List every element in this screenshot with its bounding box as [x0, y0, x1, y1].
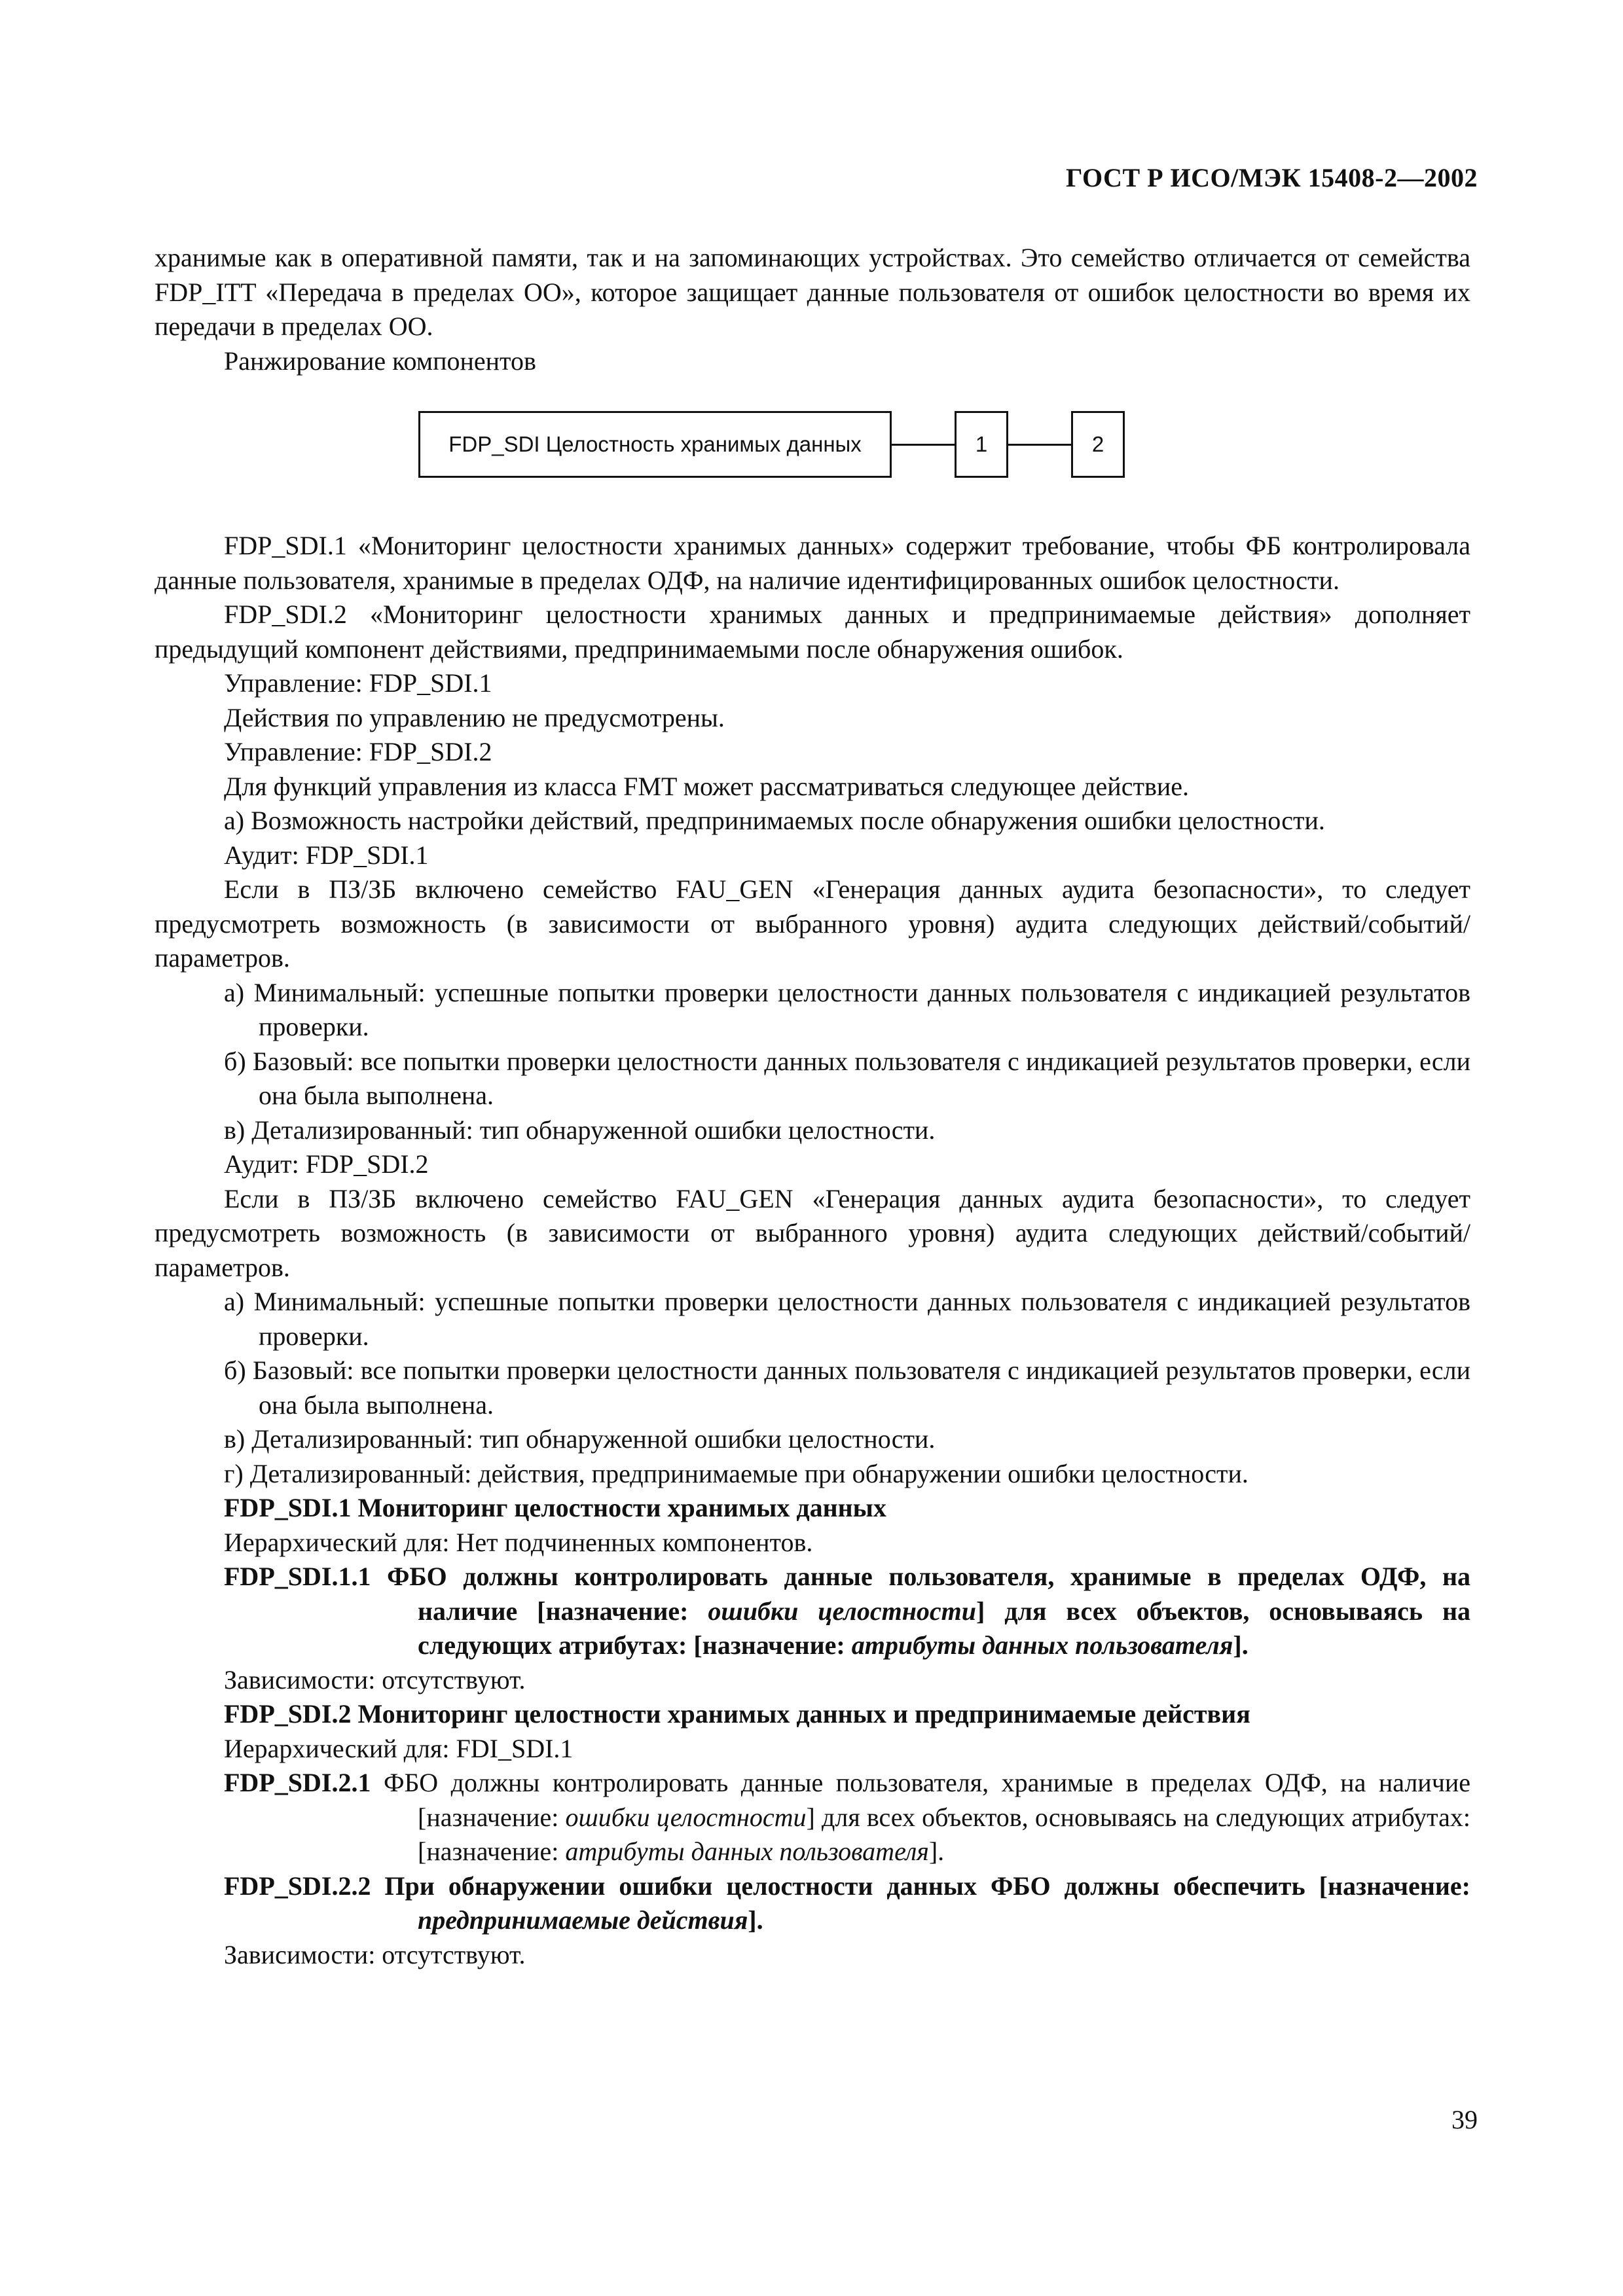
list-item: в) Детализированный: тип обнаруженной ошибки целостности. [224, 1424, 936, 1454]
list-item: б) Базовый: все попытки проверки целостности данных пользователя с индикацией результатов проверки, если она была выполнена. [224, 1046, 1470, 1110]
element-id: FDP_SDI.2.1 [224, 1768, 371, 1797]
element-text: ] для всех объектов, основываясь на следующих атрибутах: [назначение: [418, 1802, 1470, 1866]
dependencies-text: Зависимости: отсутствуют. [224, 1939, 526, 1969]
ranking-heading: Ранжирование компонентов [224, 346, 536, 376]
element-text: ]. [1233, 1630, 1249, 1660]
list-item: г) Детализированный: действия, предпринимаемые при обнаружении ошибки целостности. [224, 1458, 1249, 1488]
component-title: FDP_SDI.1 Мониторинг целостности хранимых данных [224, 1493, 886, 1522]
list-item: в) Детализированный: тип обнаруженной ошибки целостности. [224, 1115, 936, 1145]
element-id: FDP_SDI.2.2 [224, 1871, 371, 1901]
level-box-2: 2 [1071, 411, 1125, 478]
hierarchy-text: Иерархический для: Нет подчиненных компонентов. [224, 1527, 813, 1557]
connector-line [1008, 444, 1071, 446]
element-sdi-1-1 [155, 1560, 1470, 1663]
audit-heading: Аудит: FDP_SDI.2 [224, 1149, 429, 1179]
element-text: ФБО должны контролировать данные пользователя, хранимые в пределах ОДФ, на наличие [назначение: [387, 1562, 1471, 1626]
assignment-text: атрибуты данных пользователя [565, 1837, 929, 1866]
component-ranking-diagram [155, 378, 1470, 529]
management-heading: Управление: FDP_SDI.1 [224, 668, 492, 698]
list-item: б) Базовый: все попытки проверки целостности данных пользователя с индикацией результатов проверки, если она была выполнена. [224, 1355, 1470, 1420]
assignment-text: предпринимаемые действия [418, 1905, 748, 1935]
list-item: а) Минимальный: успешные попытки проверки целостности данных пользователя с индикацией результатов проверки. [224, 977, 1470, 1041]
element-text: ] для всех объектов, основываясь на следующих атрибутах: [назначение: [418, 1596, 1470, 1660]
level-box-1: 1 [955, 411, 1008, 478]
element-sdi-2-1 [155, 1766, 1470, 1869]
sdi2-description: FDP_SDI.2 «Мониторинг целостности хранимых данных и предпринимаемые действия» дополняет предыдущий компонент действиями, предпринимаемыми после обнаружения ошибок. [155, 600, 1470, 664]
dependencies-text: Зависимости: отсутствуют. [224, 1664, 526, 1695]
element-text: ФБО должны контролировать данные пользователя, хранимые в пределах ОДФ, на наличие [назначение: [371, 1768, 1470, 1832]
page-number: 39 [1451, 2105, 1478, 2134]
intro-paragraph: хранимые как в оперативной памяти, так и на запоминающих устройствах. Это семейство отличается от семейства FDP_ITT «Передача в пределах ОО», которое защищает данные пользователя от ошибок целостности во время их передачи в пределах ОО. [155, 243, 1470, 341]
standard-header: ГОСТ Р ИСО/МЭК 15408-2—2002 [1066, 163, 1478, 192]
list-item: а) Возможность настройки действий, предпринимаемых после обнаружения ошибки целостности. [224, 806, 1325, 835]
assignment-text: атрибуты данных пользователя [851, 1630, 1233, 1660]
element-id: FDP_SDI.1.1 [224, 1562, 371, 1591]
list-item: а) Минимальный: успешные попытки проверки целостности данных пользователя с индикацией результатов проверки. [224, 1287, 1470, 1351]
hierarchy-text: Иерархический для: FDI_SDI.1 [224, 1733, 574, 1763]
element-text: ]. [748, 1905, 763, 1935]
family-box: FDP_SDI Целостность хранимых данных [418, 411, 892, 478]
sdi1-description: FDP_SDI.1 «Мониторинг целостности хранимых данных» содержит требование, чтобы ФБ контролировала данные пользователя, хранимые в пределах ОДФ, на наличие идентифицированных ошибок целостности. [155, 531, 1470, 595]
audit-heading: Аудит: FDP_SDI.1 [224, 840, 429, 870]
management-text: Действия по управлению не предусмотрены. [224, 702, 725, 732]
element-text: ]. [928, 1837, 945, 1866]
assignment-text: ошибки целостности [565, 1802, 807, 1832]
assignment-text: ошибки целостности [708, 1596, 977, 1626]
audit-intro: Если в ПЗ/ЗБ включено семейство FAU_GEN «Генерация данных аудита безопасности», то следует предусмотреть возможность (в зависимости от выбранного уровня) аудита следующих действий/событий/параметров. [155, 874, 1470, 973]
component-title: FDP_SDI.2 Мониторинг целостности хранимых данных и предпринимаемые действия [224, 1699, 1250, 1729]
audit-intro: Если в ПЗ/ЗБ включено семейство FAU_GEN «Генерация данных аудита безопасности», то следует предусмотреть возможность (в зависимости от выбранного уровня) аудита следующих действий/событий/параметров. [155, 1183, 1470, 1282]
element-sdi-2-2 [155, 1869, 1470, 1938]
document-body [155, 241, 1470, 1972]
management-heading: Управление: FDP_SDI.2 [224, 737, 492, 766]
element-text: При обнаружении ошибки целостности данных ФБО должны обеспечить [назначение: [371, 1871, 1470, 1901]
management-text: Для функций управления из класса FMT может рассматриваться следующее действие. [224, 771, 1189, 801]
connector-line [892, 444, 955, 446]
